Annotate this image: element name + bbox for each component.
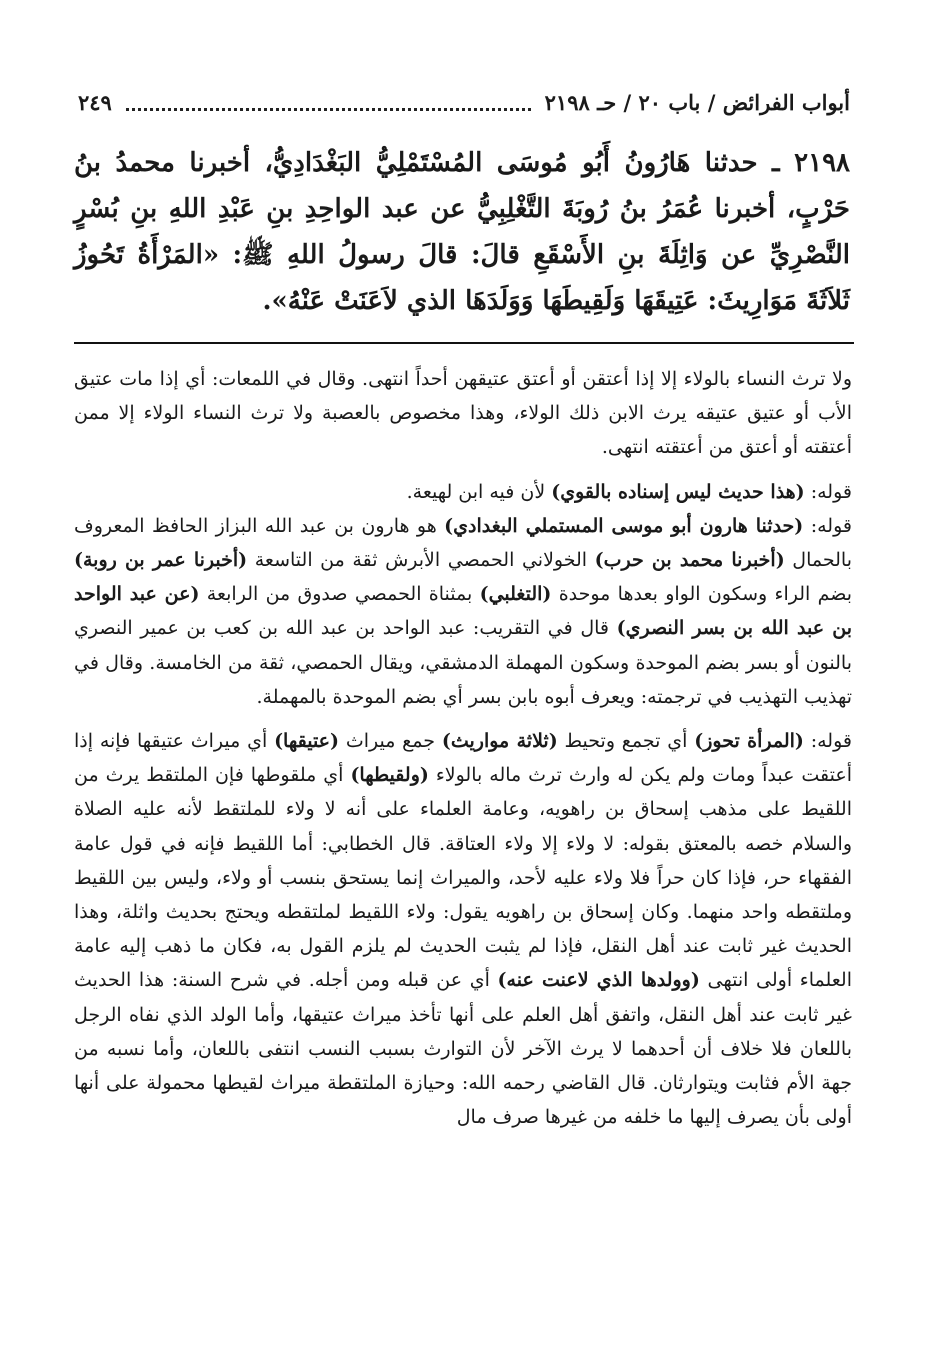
commentary-text: بضم الراء وسكون الواو بعدها موحدة	[551, 583, 852, 606]
paragraph-lead: قوله:	[803, 730, 852, 753]
commentary-text: قال في التقريب: عبد الواحد بن عبد الله بن كعب بن عمير النصري بالنون أو بسر بضم الموحدة وسكون المهملة الدمشقي، ويقال الحمصي، ثقة من الخامسة. وقال في تهذيب التهذيب في ترجمته: ويعرف أبوه بابن بسر أي بضم الموحدة بالمهملة.	[74, 617, 852, 708]
commentary-text: أي تجمع وتحيط	[557, 730, 695, 753]
quoted-phrase: (ثلاثة مواريث)	[441, 730, 558, 753]
header-dot-leader	[126, 94, 531, 111]
commentary-text: أي ملقوطها فإن الملتقط يرث من اللقيط على مذهب إسحاق بن راهويه، وعامة العلماء على أنه لا ولاء للملتقط لأنه عليه الصلاة والسلام خصه بالمعتق بقوله: لا ولاء إلا ولاء العتاقة. قال الخطابي: أما اللقيط فإنه في قول عامة الفقهاء حر، فإذا كان حراً فلا ولاء عليه لأحد، والميراث إنما يستحق بنسب أو ولاء، وليس بين اللقيط وملتقطه واحد منهما. وكان إسحاق بن راهويه يقول: ولاء اللقيط لملتقطه ويحتج بحديث واثلة، وهذا الحديث غير ثابت عند أهل النقل، فإذا لم يثبت الحديث لم يلزم القول به، فكان ما ذهب إليه عامة العلماء أولى انتهى	[74, 764, 852, 992]
commentary-text: جمع ميراث	[339, 730, 442, 753]
quoted-phrase: (حدثنا هارون أبو موسى المستملي البغدادي)	[444, 514, 804, 537]
paragraph-lead: قوله:	[804, 480, 852, 503]
header-title: أبواب الفرائض / باب ٢٠ / حـ ٢١٩٨	[544, 89, 850, 115]
commentary-text: الخولاني الحمصي الأبرش ثقة من التاسعة	[247, 549, 595, 572]
quoted-phrase: (ولقيطها)	[350, 764, 429, 787]
quoted-phrase: (أخبرنا عمر بن روبة)	[74, 549, 248, 572]
hadith-text-block	[74, 140, 850, 324]
commentary-block	[74, 362, 852, 1134]
running-header	[78, 84, 850, 120]
paragraph-lead: قوله:	[803, 514, 852, 537]
commentary-text: أي ميراث عتيقها فإنه إذا أعتقت عبداً ومات ولم يكن له وارث ترث ماله بالولاء	[74, 730, 853, 787]
separator-line	[74, 342, 854, 344]
commentary-text: هو هارون بن عبد الله البزاز الحافظ المعروف بالحمال	[74, 514, 852, 572]
quoted-phrase: (التغلبي)	[479, 583, 552, 606]
quoted-phrase: (المرأة تحوز)	[694, 730, 804, 753]
page-number: ٢٤٩	[78, 89, 112, 115]
quoted-phrase: (عن عبد الواحد بن عبد الله بن بسر النصري)	[74, 583, 852, 640]
hadith-text: ٢١٩٨ ـ حدثنا هَارُونُ أَبُو مُوسَى المُسْتَمْلِيُّ البَغْدَادِيُّ، أخبرنا محمدُ بنُ حَرْبٍ، أخبرنا عُمَرُ بنُ رُوبَةَ التَّغْلِبِيُّ عن عبد الواحِدِ بنِ عَبْدِ اللهِ بنِ بُسْرٍ النَّصْرِيِّ عن وَاثِلَةَ بنِ الأَسْقَعِ قالَ: قالَ رسولُ اللهِ ﷺ: «المَرْأَةُ تَحُوزُ ثَلاَثَةَ مَوَارِيثَ: عَتِيقَهَا وَلَقِيطَهَا وَوَلَدَهَا الذي لاَعَنَتْ عَنْهُ».	[74, 148, 851, 316]
quoted-phrase: (أخبرنا محمد بن حرب)	[594, 549, 785, 572]
commentary-paragraph-4	[74, 724, 852, 1134]
quoted-phrase: (عتيقها)	[274, 730, 340, 753]
commentary-paragraph-3	[74, 509, 852, 714]
commentary-text: بمثناة الحمصي صدوق من الرابعة	[199, 583, 480, 606]
commentary-text: أي عن قبله ومن أجله. في شرح السنة: هذا الحديث غير ثابت عند أهل النقل، واتفق أهل العلم على أنها تأخذ ميراث عتيقها، وأما الولد الذي نفاه الرجل باللعان فلا خلاف أن أحدهما لا يرث الآخر لأن التوارث بسبب النسب انتفى باللعان، وأما نسبه من جهة الأم فثابت ويتوارثان. قال القاضي رحمه الله: وحيازة الملتقطة ميراث لقيطها محمولة على أنها أولى بأن يصرف إليها ما خلفه من غيرها صرف مال	[74, 969, 852, 1129]
commentary-paragraph-1: ولا ترث النساء بالولاء إلا إذا أعتقن أو أعتق عتيقهن أحداً انتهى. وقال في اللمعات: أي إذا مات عتيق الأب أو عتيق عتيقه يرث الابن ذلك الولاء، وهذا مخصوص بالعصبة ولا ترث النساء الولاء إلا ممن أعتقته أو أعتق من أعتقته انتهى.	[74, 368, 852, 459]
commentary-text: لأن فيه ابن لهيعة.	[406, 480, 552, 503]
quoted-phrase: (هذا حديث ليس إسناده بالقوي)	[551, 480, 805, 503]
commentary-paragraph-2	[74, 475, 852, 509]
quoted-phrase: (وولدها الذي لاعنت عنه)	[497, 969, 700, 992]
